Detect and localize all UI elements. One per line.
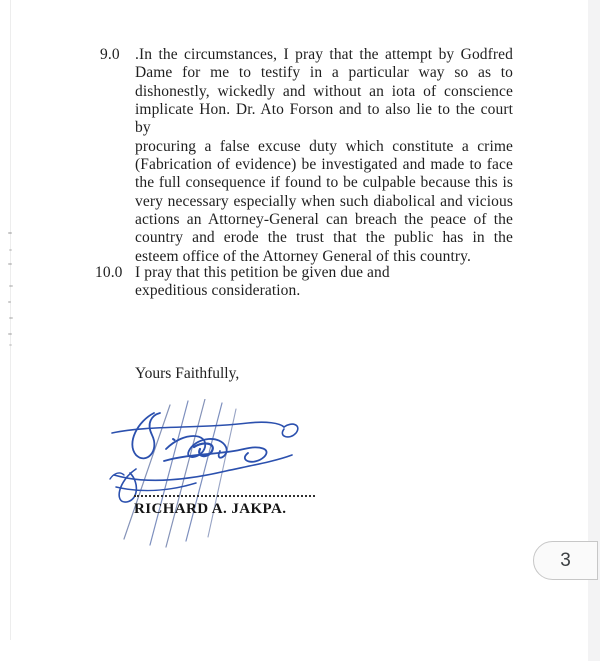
petition-paragraph-9: [100, 46, 513, 266]
scan-edge-line: [10, 0, 11, 640]
paragraph-line: implicate Hon. Dr. Ato Forson and to also lie to the court by: [135, 101, 513, 137]
paragraph-line: country and erode the trust that the public has in the: [135, 229, 513, 247]
petition-paragraph-10: [95, 264, 455, 301]
paragraph-line: actions an Attorney-General can breach the peace of the: [135, 211, 513, 229]
paragraph-line: esteem office of the Attorney General of this country.: [135, 247, 471, 265]
paragraph-line: dishonestly, wickedly and without an iota of conscience: [135, 82, 513, 100]
paragraph-line: procuring a false excuse duty which constitute a crime: [135, 137, 513, 155]
scan-artifact: [9, 249, 12, 251]
scan-artifact: [8, 333, 12, 335]
scan-artifact: [8, 301, 11, 303]
paragraph-line: expeditious consideration.: [135, 282, 301, 300]
page-number-indicator[interactable]: [533, 541, 598, 580]
paragraph-line: very necessary especially when such diabolical and vicious: [135, 192, 513, 210]
scan-artifact: [8, 263, 12, 265]
paragraph-line: I pray that this petition be given due and: [135, 264, 390, 281]
handwritten-signature: [108, 399, 308, 551]
scan-artifact: [9, 285, 13, 287]
signature-dotted-line: [134, 495, 315, 497]
page-number-label: 3: [560, 549, 571, 571]
paragraph-line: .In the circumstances, I pray that the attempt by Godfred: [135, 46, 513, 63]
scan-artifact: [9, 317, 13, 319]
scan-artifact: [9, 344, 12, 346]
paragraph-number: 10.0: [95, 264, 123, 281]
scan-artifact: [8, 232, 12, 234]
signature-ink-icon: [108, 399, 308, 551]
paragraph-line: the full consequence if found to be culpable because this is: [135, 174, 513, 192]
paragraph-number: 9.0: [100, 46, 120, 63]
closing-salutation: Yours Faithfully,: [135, 365, 240, 382]
paragraph-line: (Fabrication of evidence) be investigated and made to face: [135, 156, 513, 174]
paragraph-line: Dame for me to testify in a particular way so as to: [135, 64, 513, 82]
signatory-name: RICHARD A. JAKPA.: [134, 501, 287, 517]
